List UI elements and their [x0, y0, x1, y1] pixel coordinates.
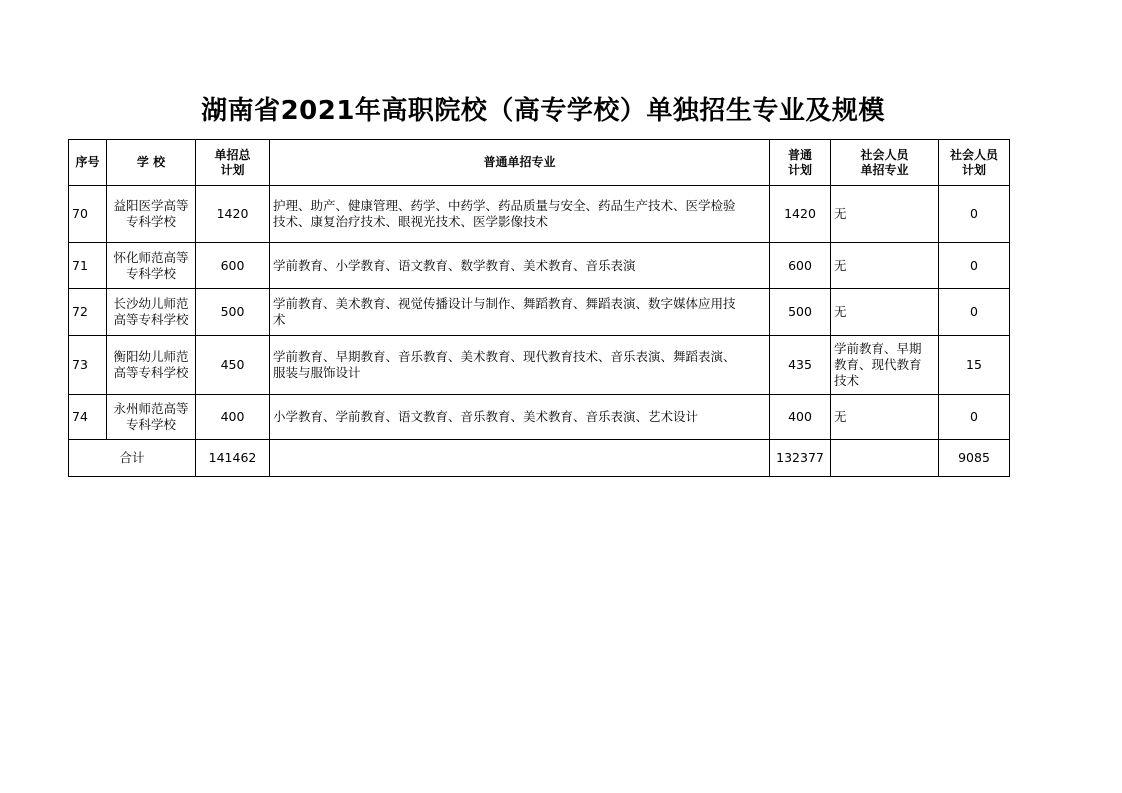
majors-line2: 技术、康复治疗技术、眼视光技术、医学影像技术	[273, 214, 549, 229]
majors-line2: 服装与服饰设计	[273, 365, 361, 380]
school-line2: 专科学校	[125, 417, 176, 432]
majors-line1: 学前教育、美术教育、视觉传播设计与制作、舞蹈教育、舞蹈表演、数字媒体应用技	[273, 296, 736, 311]
social-majors-cell	[831, 186, 939, 243]
majors-cell	[270, 243, 770, 289]
table-row	[69, 243, 1010, 289]
school-line1: 永州师范高等	[113, 401, 189, 416]
school-line1: 怀化师范高等	[113, 249, 189, 265]
total-plan-cell: 450	[196, 336, 270, 395]
table-row	[69, 395, 1010, 440]
school-cell	[107, 395, 196, 440]
total-plan-cell: 500	[196, 289, 270, 336]
school-line1: 益阳医学高等	[113, 198, 189, 213]
header-social-majors	[831, 140, 939, 186]
majors-line1: 护理、助产、健康管理、药学、中药学、药品质量与安全、药品生产技术、医学检验	[273, 198, 736, 213]
header-social-plan-line2: 计划	[961, 162, 986, 177]
normal-plan-cell: 400	[770, 395, 831, 440]
school-cell	[107, 289, 196, 336]
school-cell	[107, 243, 196, 289]
seq-cell: 72	[69, 289, 107, 336]
majors-line1: 学前教育、小学教育、语文教育、数学教育、美术教育、音乐表演	[273, 257, 636, 273]
social-line1: 无	[834, 409, 847, 424]
social-line1: 无	[834, 257, 847, 273]
social-plan-cell: 0	[939, 289, 1010, 336]
school-line2: 专科学校	[125, 265, 176, 281]
header-normal-plan	[770, 140, 831, 186]
seq-cell: 71	[69, 243, 107, 289]
total-plan-cell: 1420	[196, 186, 270, 243]
school-line1: 衡阳幼儿师范	[113, 349, 189, 364]
majors-cell	[270, 336, 770, 395]
social-plan-cell: 15	[939, 336, 1010, 395]
header-normal-plan-line1: 普通	[787, 147, 812, 162]
header-social-plan	[939, 140, 1010, 186]
majors-cell	[270, 186, 770, 243]
social-majors-cell	[831, 289, 939, 336]
majors-line2: 术	[273, 312, 286, 327]
table-row	[69, 289, 1010, 336]
normal-plan-cell: 1420	[770, 186, 831, 243]
majors-cell	[270, 395, 770, 440]
grand-total-plan-cell: 141462	[196, 440, 270, 477]
social-plan-cell: 0	[939, 243, 1010, 289]
table-header-row	[69, 140, 1010, 186]
grand-social-plan-cell: 9085	[939, 440, 1010, 477]
school-line1: 长沙幼儿师范	[113, 296, 189, 311]
social-plan-cell: 0	[939, 186, 1010, 243]
seq-cell: 74	[69, 395, 107, 440]
total-plan-cell: 600	[196, 243, 270, 289]
seq-cell: 73	[69, 336, 107, 395]
header-normal-plan-line2: 计划	[787, 162, 812, 177]
header-majors: 普通单招专业	[270, 140, 770, 186]
majors-line1: 学前教育、早期教育、音乐教育、美术教育、现代教育技术、音乐表演、舞蹈表演、	[273, 349, 736, 364]
total-plan-cell: 400	[196, 395, 270, 440]
header-total-plan-line1: 单招总	[214, 147, 251, 162]
school-cell	[107, 336, 196, 395]
social-plan-cell: 0	[939, 395, 1010, 440]
header-social-plan-line1: 社会人员	[949, 147, 998, 162]
social-line1: 学前教育、早期	[834, 341, 922, 356]
enrollment-table	[68, 139, 1010, 477]
social-line3: 技术	[834, 373, 860, 388]
total-row	[69, 440, 1010, 477]
header-social-majors-line2: 单招专业	[860, 162, 909, 177]
school-line2: 专科学校	[125, 214, 176, 229]
school-cell	[107, 186, 196, 243]
seq-cell: 70	[69, 186, 107, 243]
social-line1: 无	[834, 304, 847, 319]
majors-line1: 小学教育、学前教育、语文教育、音乐教育、美术教育、音乐表演、艺术设计	[273, 409, 699, 424]
social-line1: 无	[834, 206, 847, 221]
header-total-plan-line2: 计划	[220, 162, 245, 177]
total-social-majors-empty-cell	[831, 440, 939, 477]
grand-normal-plan-cell: 132377	[770, 440, 831, 477]
total-majors-empty-cell	[270, 440, 770, 477]
document-title: 湖南省2021年高职院校（高专学校）单独招生专业及规模	[201, 96, 885, 126]
table-row	[69, 186, 1010, 243]
header-school: 学 校	[107, 140, 196, 186]
social-line2: 教育、现代教育	[834, 357, 922, 372]
table-row	[69, 336, 1010, 395]
majors-cell	[270, 289, 770, 336]
header-total-plan	[196, 140, 270, 186]
header-social-majors-line1: 社会人员	[860, 147, 909, 162]
header-seq: 序号	[69, 140, 107, 186]
school-line2: 高等专科学校	[113, 365, 189, 380]
total-label-cell: 合计	[69, 440, 196, 477]
school-line2: 高等专科学校	[113, 312, 189, 327]
normal-plan-cell: 600	[770, 243, 831, 289]
social-majors-cell	[831, 243, 939, 289]
social-majors-cell	[831, 336, 939, 395]
normal-plan-cell: 500	[770, 289, 831, 336]
normal-plan-cell: 435	[770, 336, 831, 395]
social-majors-cell	[831, 395, 939, 440]
